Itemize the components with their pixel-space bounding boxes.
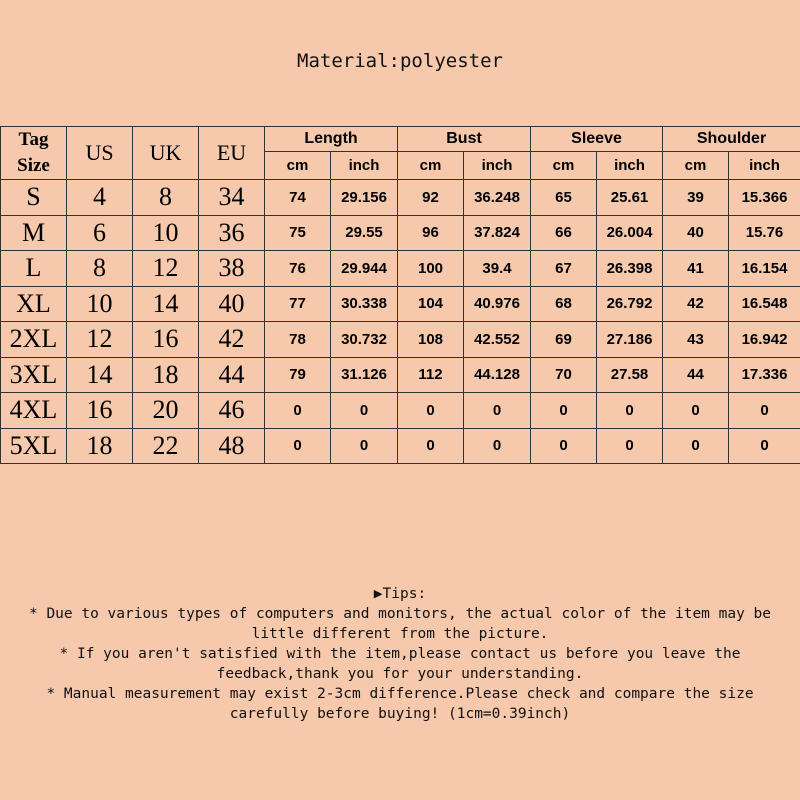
measurement-cell: 39: [663, 180, 729, 216]
tips-line: carefully before buying! (1cm=0.39inch): [229, 706, 571, 722]
uk-cell: 16: [133, 322, 199, 358]
measurement-cell: 68: [531, 286, 597, 322]
us-cell: 16: [67, 393, 133, 429]
measurement-cell: 39.4: [464, 251, 531, 287]
unit-header: cm: [531, 152, 597, 180]
uk-cell: 12: [133, 251, 199, 287]
tag-size-header: Tag Size: [1, 127, 67, 180]
unit-header: cm: [398, 152, 464, 180]
table-row: [1, 322, 800, 358]
uk-cell: 14: [133, 286, 199, 322]
measurement-cell: 0: [265, 393, 331, 429]
measurement-cell: 0: [331, 393, 398, 429]
measurement-cell: 79: [265, 357, 331, 393]
tips-line: feedback,thank you for your understanding.: [216, 666, 584, 682]
measurement-cell: 29.944: [331, 251, 398, 287]
measurement-cell: 0: [729, 393, 800, 429]
table-row: [1, 180, 800, 216]
measurement-cell: 44: [663, 357, 729, 393]
size-cell: M: [1, 215, 67, 251]
sleeve-header: Sleeve: [531, 127, 663, 152]
eu-cell: 40: [199, 286, 265, 322]
measurement-cell: 0: [398, 393, 464, 429]
measurement-cell: 78: [265, 322, 331, 358]
measurement-cell: 16.548: [729, 286, 800, 322]
unit-header: cm: [663, 152, 729, 180]
material-label: Material:polyester: [297, 50, 503, 72]
unit-header: inch: [331, 152, 398, 180]
us-cell: 4: [67, 180, 133, 216]
measurement-cell: 16.154: [729, 251, 800, 287]
measurement-cell: 25.61: [597, 180, 663, 216]
eu-header: EU: [199, 127, 265, 180]
measurement-cell: 0: [531, 428, 597, 464]
measurement-cell: 65: [531, 180, 597, 216]
measurement-cell: 74: [265, 180, 331, 216]
measurement-cell: 76: [265, 251, 331, 287]
measurement-cell: 104: [398, 286, 464, 322]
measurement-cell: 29.55: [331, 215, 398, 251]
measurement-cell: 31.126: [331, 357, 398, 393]
bust-header: Bust: [398, 127, 531, 152]
measurement-cell: 0: [729, 428, 800, 464]
measurement-cell: 0: [663, 428, 729, 464]
shoulder-header: Shoulder: [663, 127, 800, 152]
measurement-cell: 0: [464, 428, 531, 464]
uk-cell: 18: [133, 357, 199, 393]
measurement-cell: 42.552: [464, 322, 531, 358]
measurement-cell: 15.366: [729, 180, 800, 216]
measurement-cell: 69: [531, 322, 597, 358]
measurement-cell: 0: [398, 428, 464, 464]
us-cell: 6: [67, 215, 133, 251]
measurement-cell: 66: [531, 215, 597, 251]
measurement-cell: 37.824: [464, 215, 531, 251]
unit-header: inch: [729, 152, 800, 180]
uk-cell: 22: [133, 428, 199, 464]
unit-header: inch: [597, 152, 663, 180]
measurement-cell: 108: [398, 322, 464, 358]
unit-header: inch: [464, 152, 531, 180]
tips-line: little different from the picture.: [251, 626, 549, 642]
measurement-cell: 30.338: [331, 286, 398, 322]
unit-header: cm: [265, 152, 331, 180]
measurement-cell: 92: [398, 180, 464, 216]
measurement-cell: 26.792: [597, 286, 663, 322]
us-cell: 18: [67, 428, 133, 464]
uk-cell: 8: [133, 180, 199, 216]
table-row: [1, 251, 800, 287]
measurement-cell: 27.58: [597, 357, 663, 393]
measurement-cell: 112: [398, 357, 464, 393]
size-cell: XL: [1, 286, 67, 322]
table-row: [1, 428, 800, 464]
eu-cell: 42: [199, 322, 265, 358]
us-cell: 10: [67, 286, 133, 322]
size-cell: L: [1, 251, 67, 287]
measurement-cell: 0: [597, 393, 663, 429]
measurement-cell: 15.76: [729, 215, 800, 251]
eu-cell: 36: [199, 215, 265, 251]
tips-line: * Due to various types of computers and monitors, the actual color of the item may be: [28, 606, 772, 622]
us-cell: 14: [67, 357, 133, 393]
measurement-cell: 0: [265, 428, 331, 464]
measurement-cell: 96: [398, 215, 464, 251]
measurement-cell: 75: [265, 215, 331, 251]
measurement-cell: 43: [663, 322, 729, 358]
measurement-cell: 0: [597, 428, 663, 464]
uk-cell: 10: [133, 215, 199, 251]
measurement-cell: 0: [663, 393, 729, 429]
uk-cell: 20: [133, 393, 199, 429]
measurement-cell: 70: [531, 357, 597, 393]
us-cell: 12: [67, 322, 133, 358]
length-header: Length: [265, 127, 398, 152]
measurement-cell: 77: [265, 286, 331, 322]
eu-cell: 48: [199, 428, 265, 464]
table-row: [1, 215, 800, 251]
tips-title: ▶Tips:: [373, 586, 427, 602]
measurement-cell: 26.398: [597, 251, 663, 287]
us-header: US: [67, 127, 133, 180]
eu-cell: 44: [199, 357, 265, 393]
measurement-cell: 42: [663, 286, 729, 322]
measurement-cell: 41: [663, 251, 729, 287]
table-header-row: [1, 127, 800, 152]
us-cell: 8: [67, 251, 133, 287]
measurement-cell: 17.336: [729, 357, 800, 393]
measurement-cell: 30.732: [331, 322, 398, 358]
tips-line: * Manual measurement may exist 2-3cm difference.Please check and compare the size: [46, 686, 754, 702]
measurement-cell: 40: [663, 215, 729, 251]
measurement-cell: 16.942: [729, 322, 800, 358]
table-row: [1, 393, 800, 429]
measurement-cell: 0: [531, 393, 597, 429]
table-row: [1, 286, 800, 322]
measurement-cell: 36.248: [464, 180, 531, 216]
measurement-cell: 44.128: [464, 357, 531, 393]
measurement-cell: 27.186: [597, 322, 663, 358]
eu-cell: 38: [199, 251, 265, 287]
measurement-cell: 67: [531, 251, 597, 287]
measurement-cell: 40.976: [464, 286, 531, 322]
tips-section: [10, 584, 790, 724]
uk-header: UK: [133, 127, 199, 180]
size-cell: S: [1, 180, 67, 216]
table-row: [1, 357, 800, 393]
size-chart-table: [0, 126, 800, 464]
measurement-cell: 100: [398, 251, 464, 287]
measurement-cell: 0: [464, 393, 531, 429]
size-cell: 3XL: [1, 357, 67, 393]
measurement-cell: 0: [331, 428, 398, 464]
size-cell: 2XL: [1, 322, 67, 358]
eu-cell: 46: [199, 393, 265, 429]
size-cell: 5XL: [1, 428, 67, 464]
measurement-cell: 29.156: [331, 180, 398, 216]
tips-line: * If you aren't satisfied with the item,please contact us before you leave the: [59, 646, 741, 662]
size-cell: 4XL: [1, 393, 67, 429]
eu-cell: 34: [199, 180, 265, 216]
measurement-cell: 26.004: [597, 215, 663, 251]
